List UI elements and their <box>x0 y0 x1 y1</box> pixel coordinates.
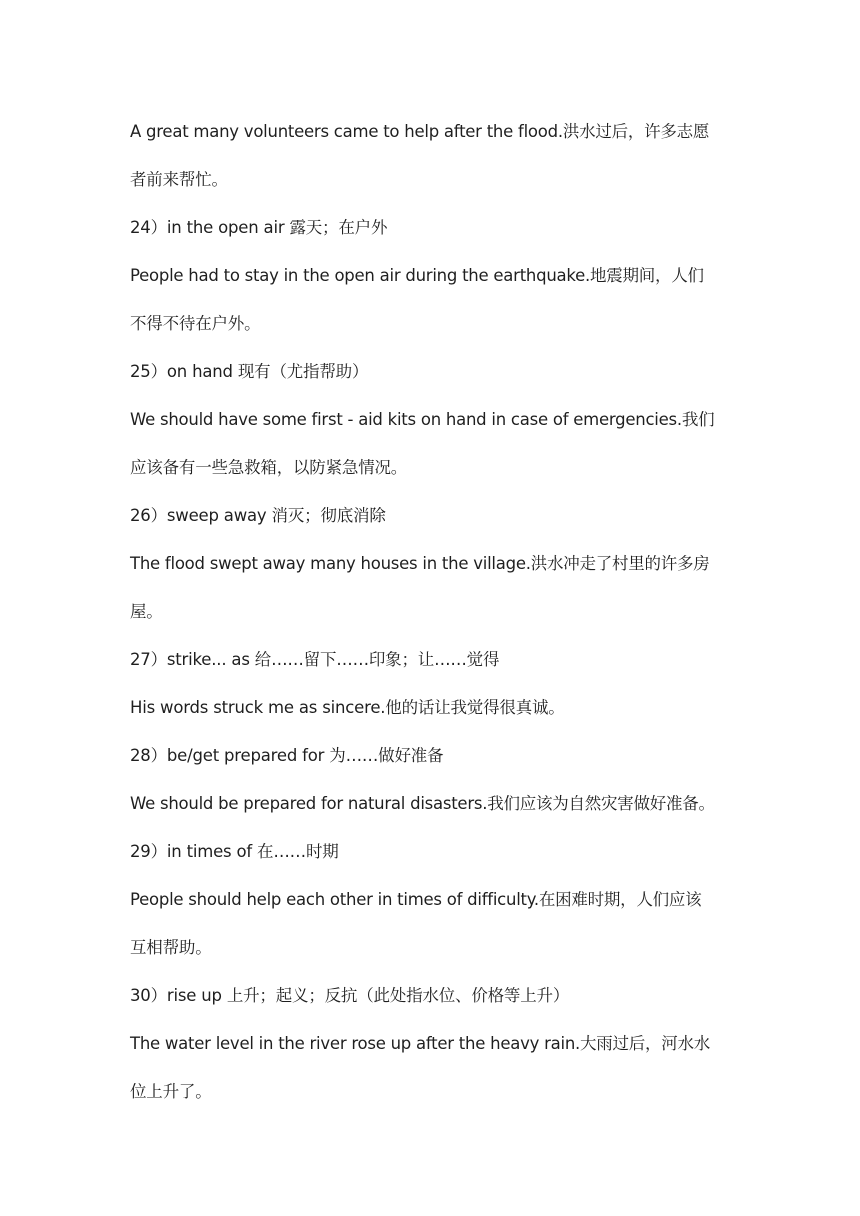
example-sentence-line: We should be prepared for natural disasters.我们应该为自然灾害做好准备。 <box>130 794 715 813</box>
example-sentence-line: 者前来帮忙。 <box>130 170 228 189</box>
example-sentence-line: The flood swept away many houses in the village.洪水冲走了村里的许多房 <box>130 554 710 573</box>
phrase-heading-24: 24）in the open air 露天；在户外 <box>130 218 388 237</box>
phrase-heading-30: 30）rise up 上升；起义；反抗（此处指水位、价格等上升） <box>130 986 570 1005</box>
example-sentence-line: We should have some first - aid kits on hand in case of emergencies.我们 <box>130 410 715 429</box>
example-sentence-line: People had to stay in the open air during the earthquake.地震期间，人们 <box>130 266 704 285</box>
example-sentence-line: His words struck me as sincere.他的话让我觉得很真诚。 <box>130 698 565 717</box>
example-sentence-line: A great many volunteers came to help after the flood.洪水过后，许多志愿 <box>130 122 710 141</box>
example-sentence-line: 屋。 <box>130 602 163 621</box>
phrase-heading-29: 29）in times of 在……时期 <box>130 842 339 861</box>
document-body <box>130 108 736 1116</box>
phrase-heading-26: 26）sweep away 消灭；彻底消除 <box>130 506 386 525</box>
phrase-heading-27: 27）strike... as 给……留下……印象；让……觉得 <box>130 650 500 669</box>
example-sentence-line: 位上升了。 <box>130 1082 212 1101</box>
example-sentence-line: People should help each other in times of difficulty.在困难时期，人们应该 <box>130 890 702 909</box>
example-sentence-line: The water level in the river rose up after the heavy rain.大雨过后，河水水 <box>130 1034 711 1053</box>
example-sentence-line: 不得不待在户外。 <box>130 314 261 333</box>
phrase-heading-25: 25）on hand 现有（尤指帮助） <box>130 362 369 381</box>
example-sentence-line: 应该备有一些急救箱，以防紧急情况。 <box>130 458 408 477</box>
example-sentence-line: 互相帮助。 <box>130 938 212 957</box>
phrase-heading-28: 28）be/get prepared for 为……做好准备 <box>130 746 444 765</box>
